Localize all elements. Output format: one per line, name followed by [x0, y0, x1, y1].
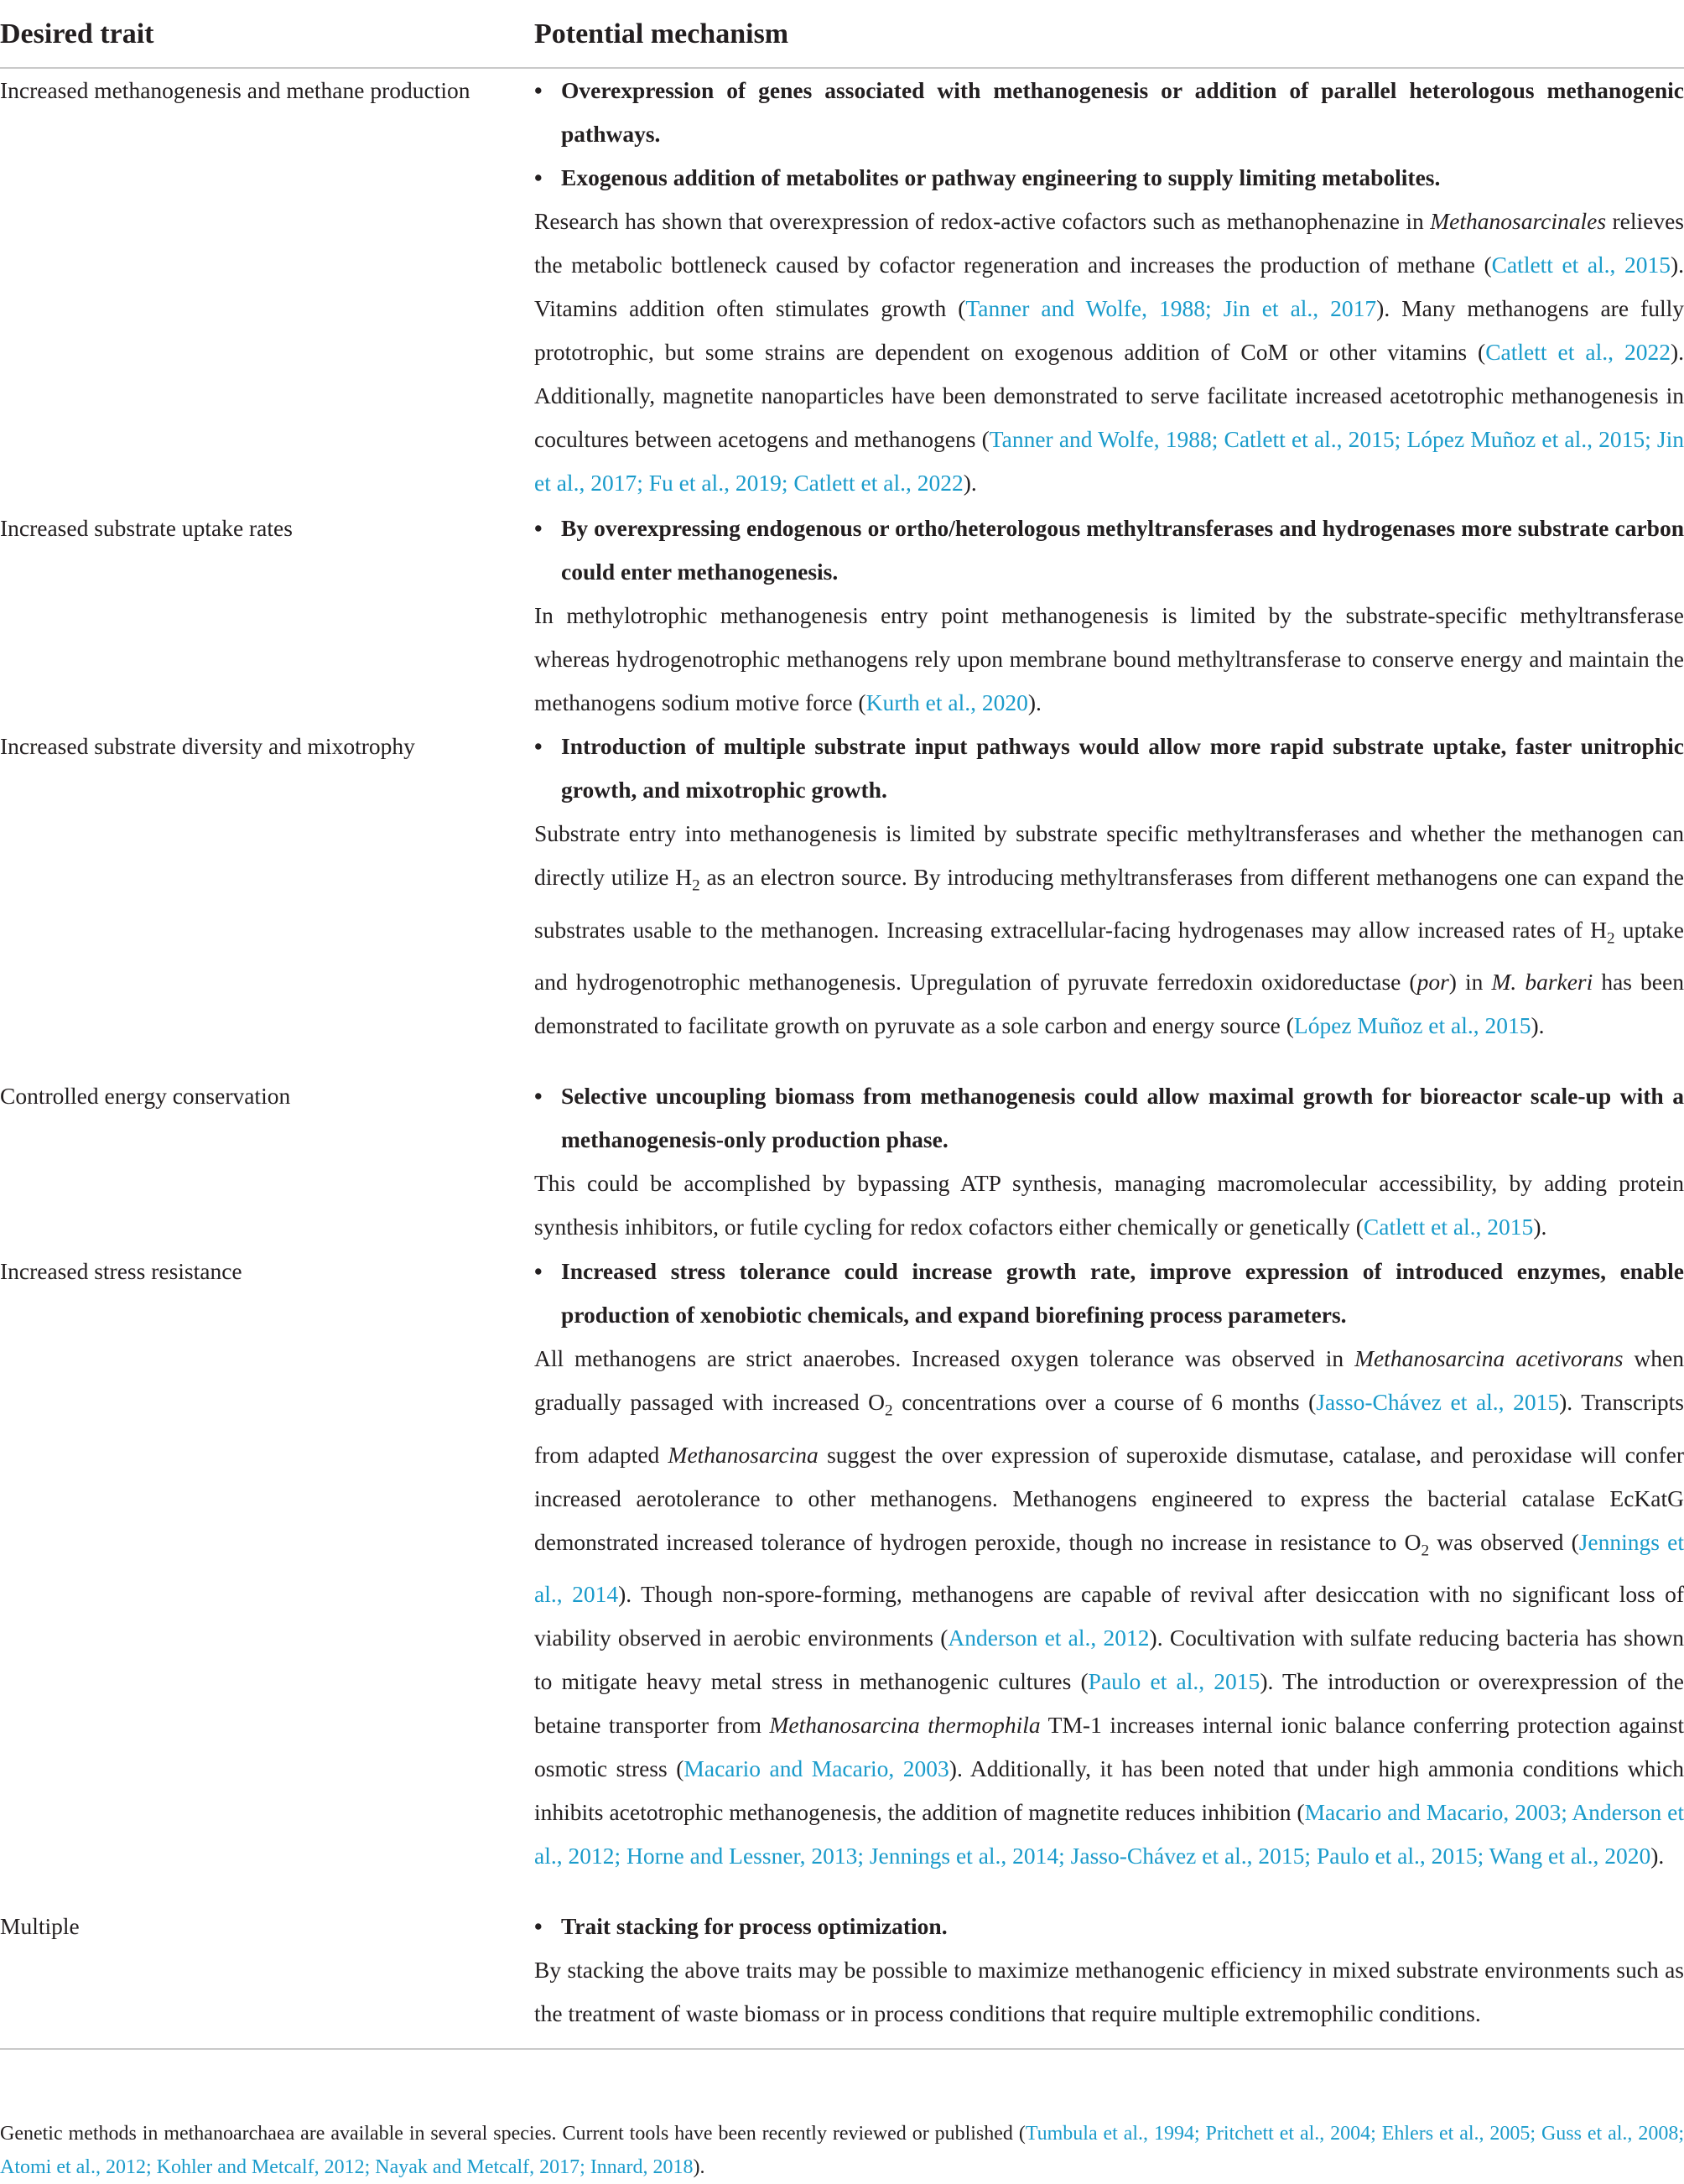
- citation-link[interactable]: Tumbula et al., 1994; Pritchett et al., 2004; Ehlers et al., 2005; Guss et al., 2008; Atomi et al., 2012; Kohler and Metcalf, 2012; Nayak and Metcalf, 2017; Innard, 2018: [0, 2123, 1684, 2178]
- mechanism-paragraph: [534, 1337, 1684, 1878]
- bullet-dot-icon: •: [534, 1258, 543, 1284]
- text-run: Substrate entry into methanogenesis is limited by substrate specific methyltransferases and whether the methanogen can directly utilize H: [534, 820, 1684, 890]
- table-footnote: [0, 2117, 1684, 2184]
- citation-link[interactable]: Macario and Macario, 2003: [683, 1755, 949, 1781]
- mechanism-cell: [534, 69, 1684, 505]
- citation-link[interactable]: Tanner and Wolfe, 1988; Catlett et al., 2015; López Muñoz et al., 2015; Jin et al., 2017; Fu et al., 2019; Catlett et al., 2022: [534, 426, 1684, 496]
- mechanism-paragraph: [534, 1162, 1684, 1249]
- bullet-item: • Exogenous addition of metabolites or pathway engineering to supply limiting metabolites.: [534, 156, 1684, 200]
- citation-link[interactable]: Macario and Macario, 2003; Anderson et al., 2012; Horne and Lessner, 2013; Jennings et al., 2014; Jasso-Chávez et al., 2015; Paulo et al., 2015; Wang et al., 2020: [534, 1799, 1684, 1869]
- text-run: Genetic methods in methanoarchaea are available in several species. Current tools have been recently reviewed or published (: [0, 2123, 1026, 2145]
- citation-link[interactable]: Catlett et al., 2022: [1485, 339, 1671, 365]
- trait-cell: Increased substrate diversity and mixotrophy: [0, 733, 415, 759]
- header-desired-trait: Desired trait: [0, 18, 154, 49]
- bullet-dot-icon: •: [534, 77, 543, 103]
- text-run: ). Many methanogens are fully prototrophic, but some strains are dependent on exogenous addition of CoM or other vitamins (: [534, 295, 1684, 365]
- text-run: ). Cocultivation with sulfate reducing bacteria has shown to mitigate heavy metal stress in methanogenic cultures (: [534, 1625, 1684, 1694]
- bullet-item: • Introduction of multiple substrate input pathways would allow more rapid substrate uptake, faster unitrophic growth, and mixotrophic growth.: [534, 725, 1684, 812]
- text-run: ).: [1531, 1012, 1545, 1038]
- mechanism-cell: [534, 1250, 1684, 1878]
- bullet-dot-icon: •: [534, 1083, 543, 1109]
- text-run: ). Additionally, it has been noted that under high ammonia conditions which inhibits acetotrophic methanogenesis, the addition of magnetite reduces inhibition (: [534, 1755, 1684, 1825]
- italic-term: Methanosarcina thermophila: [769, 1712, 1041, 1738]
- bullet-item: • Trait stacking for process optimization.: [534, 1905, 1684, 1948]
- text-run: when gradually passaged with increased O: [534, 1345, 1684, 1415]
- mechanism-cell: [534, 725, 1684, 1048]
- mechanism-paragraph: [534, 1948, 1684, 2036]
- text-run: ).: [1027, 689, 1042, 715]
- italic-term: Methanosarcina: [668, 1441, 819, 1468]
- bullet-item: • Selective uncoupling biomass from methanogenesis could allow maximal growth for bioreactor scale-up with a methanogenesis-only production phase.: [534, 1074, 1684, 1162]
- mechanism-cell: [534, 507, 1684, 725]
- text-run: was observed (: [1429, 1528, 1579, 1555]
- trait-cell: Multiple: [0, 1913, 80, 1939]
- trait-cell: Increased substrate uptake rates: [0, 515, 293, 541]
- citation-link[interactable]: Tanner and Wolfe, 1988; Jin et al., 2017: [965, 295, 1377, 321]
- mechanism-cell: [534, 1074, 1684, 1249]
- trait-cell: Increased methanogenesis and methane production: [0, 77, 470, 103]
- text-run: This could be accomplished by bypassing ATP synthesis, managing macromolecular accessibility, by adding protein synthesis inhibitors, or futile cycling for redox cofactors either chemically or genetically (: [534, 1170, 1684, 1240]
- text-run: relieves the metabolic bottleneck caused by cofactor regeneration and increases the production of methane (: [534, 208, 1684, 278]
- citation-link[interactable]: López Muñoz et al., 2015: [1293, 1012, 1531, 1038]
- subscript: 2: [692, 876, 700, 895]
- text-run: ). Additionally, magnetite nanoparticles have been demonstrated to serve facilitate increased acetotrophic methanogenesis in cocultures between acetogens and methanogens (: [534, 339, 1684, 452]
- citation-link[interactable]: Kurth et al., 2020: [865, 689, 1028, 715]
- citation-link[interactable]: Catlett et al., 2015: [1491, 252, 1671, 278]
- table-header: [0, 0, 1684, 69]
- mechanism-paragraph: [534, 594, 1684, 725]
- bullet-item: • By overexpressing endogenous or ortho/heterologous methyltransferases and hydrogenases more substrate carbon could enter methanogenesis.: [534, 507, 1684, 594]
- text-run: ). Vitamins addition often stimulates growth (: [534, 252, 1684, 321]
- bullet-dot-icon: •: [534, 1913, 543, 1939]
- citation-link[interactable]: Paulo et al., 2015: [1088, 1668, 1260, 1694]
- text-run: ). Though non-spore-forming, methanogens are capable of revival after desiccation with no significant loss of viability observed in aerobic environments (: [534, 1581, 1684, 1651]
- italic-term: Methanosarcinales: [1430, 208, 1607, 234]
- text-run: ). Transcripts from adapted: [534, 1389, 1684, 1468]
- italic-term: Methanosarcina acetivorans: [1354, 1345, 1624, 1371]
- citation-link[interactable]: Jasso-Chávez et al., 2015: [1316, 1389, 1560, 1415]
- text-run: ).: [1650, 1843, 1665, 1869]
- header-potential-mechanism: Potential mechanism: [534, 18, 789, 49]
- text-run: ) in: [1448, 969, 1492, 995]
- text-run: uptake and hydrogenotrophic methanogenesis. Upregulation of pyruvate ferredoxin oxidoreductase (: [534, 916, 1684, 995]
- bullet-item: • Overexpression of genes associated with methanogenesis or addition of parallel heterologous methanogenic pathways.: [534, 69, 1684, 156]
- subscript: 2: [1421, 1542, 1430, 1559]
- text-run: suggest the over expression of superoxide dismutase, catalase, and peroxidase will confer increased aerotolerance to other methanogens. Methanogens engineered to express the bacterial catalase EcKatG demonstrated increased tolerance of hydrogen peroxide, though no increase in resistance to O: [534, 1441, 1684, 1555]
- italic-term: M. barkeri: [1491, 969, 1593, 995]
- mechanism-paragraph: [534, 812, 1684, 1048]
- text-run: Research has shown that overexpression of redox-active cofactors such as methanophenazine in: [534, 208, 1431, 234]
- text-run: ).: [693, 2156, 705, 2178]
- bullet-dot-icon: •: [534, 733, 543, 759]
- bullet-dot-icon: •: [534, 164, 543, 190]
- table-bottom-rule: [0, 2048, 1684, 2050]
- text-run: TM-1 increases internal ionic balance conferring protection against osmotic stress (: [534, 1712, 1684, 1781]
- subscript: 2: [885, 1401, 893, 1420]
- citation-link[interactable]: Jennings et al., 2014: [534, 1528, 1684, 1607]
- trait-cell: Increased stress resistance: [0, 1258, 242, 1284]
- mechanism-paragraph: [534, 200, 1684, 505]
- italic-term: por: [1416, 969, 1449, 995]
- bullet-dot-icon: •: [534, 515, 543, 541]
- text-run: has been demonstrated to facilitate growth on pyruvate as a sole carbon and energy source (: [534, 969, 1684, 1038]
- text-run: By stacking the above traits may be possible to maximize methanogenic efficiency in mixed substrate environments such as the treatment of waste biomass or in process conditions that require multiple extremophilic conditions.: [534, 1957, 1684, 2026]
- trait-cell: Controlled energy conservation: [0, 1083, 291, 1109]
- bullet-item: • Increased stress tolerance could increase growth rate, improve expression of introduced enzymes, enable production of xenobiotic chemicals, and expand biorefining process parameters.: [534, 1250, 1684, 1337]
- text-run: ).: [1533, 1214, 1547, 1240]
- mechanism-cell: [534, 1905, 1684, 2036]
- text-run: as an electron source. By introducing methyltransferases from different methanogens one can expand the substrates usable to the methanogen. Increasing extracellular-facing hydrogenases may allow increased rates of H: [534, 864, 1684, 943]
- text-run: ).: [963, 470, 977, 496]
- text-run: ). The introduction or overexpression of the betaine transporter from: [534, 1668, 1684, 1738]
- text-run: All methanogens are strict anaerobes. Increased oxygen tolerance was observed in: [534, 1345, 1355, 1371]
- citation-link[interactable]: Anderson et al., 2012: [948, 1625, 1150, 1651]
- text-run: concentrations over a course of 6 months (: [892, 1389, 1317, 1415]
- citation-link[interactable]: Catlett et al., 2015: [1363, 1214, 1534, 1240]
- subscript: 2: [1606, 929, 1615, 947]
- text-run: In methylotrophic methanogenesis entry point methanogenesis is limited by the substrate-specific methyltransferase whereas hydrogenotrophic methanogens rely upon membrane bound methyltransferase to conserve energy and maintain the methanogens sodium motive force (: [534, 602, 1684, 715]
